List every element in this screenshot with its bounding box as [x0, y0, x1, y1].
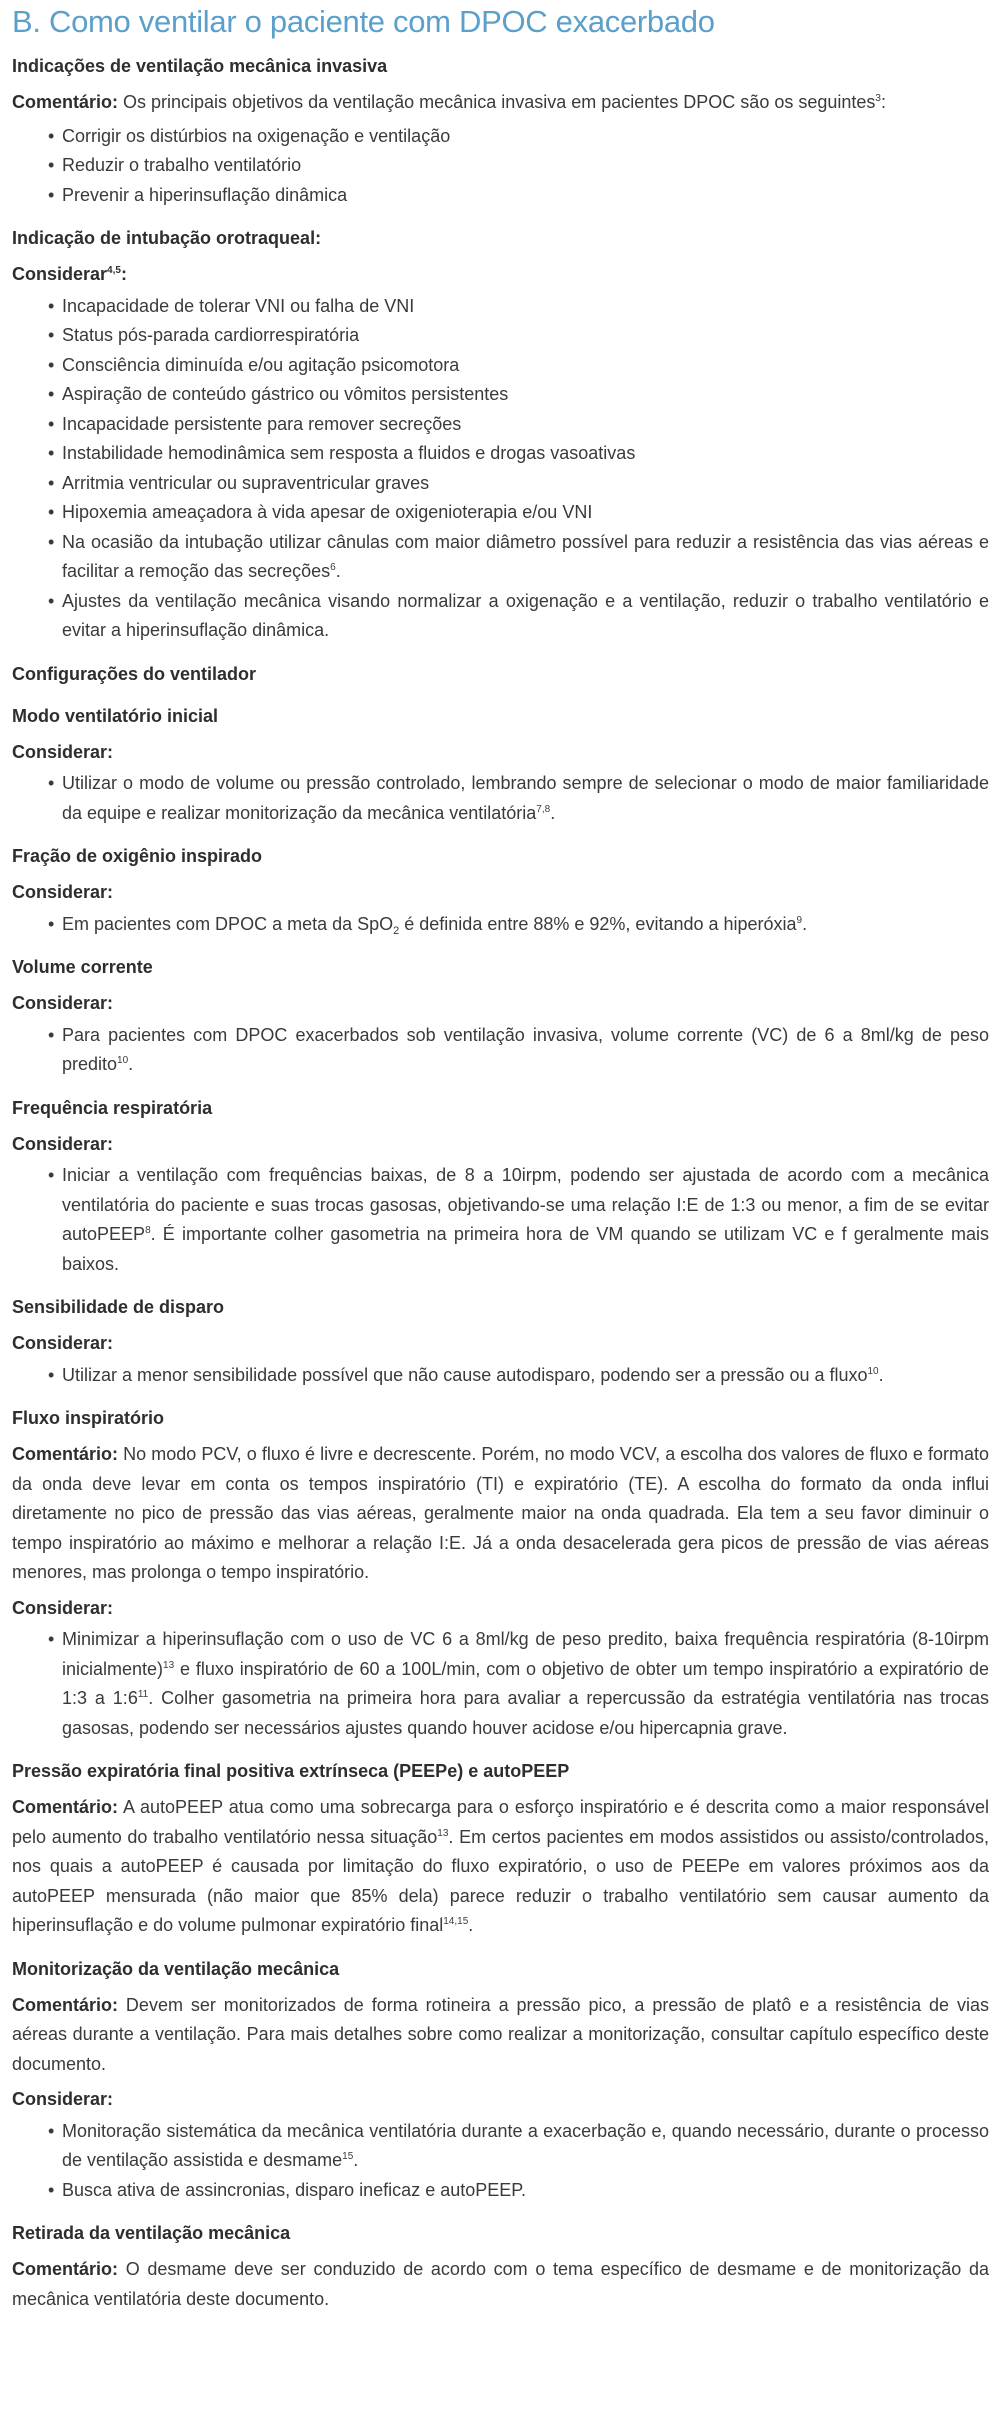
text-segment: Sensibilidade de disparo [12, 1297, 225, 1317]
text-segment: Corrigir os distúrbios na oxigenação e ventilação [62, 125, 451, 146]
text-segment: Frequência respiratória [12, 1097, 213, 1118]
text-segment: Hipoxemia ameaçadora à vida apesar de oxigenioterapia e/ou VNI [62, 502, 593, 522]
text-segment: Status pós-parada cardiorrespiratória [62, 325, 360, 345]
text-segment: . Colher gasometria na primeira hora para avaliar a repercussão da estratégia ventilatória nas trocas gasosas, podendo ser necessários ajustes quando houver acidose e/ou hipercapnia grave. [62, 1688, 989, 1738]
list-item [62, 122, 989, 152]
list-item [62, 910, 989, 940]
text-segment: . [878, 1364, 884, 1385]
text-segment: Arritmia ventricular ou supraventricular graves [62, 472, 430, 493]
reference-superscript: 13 [437, 1827, 449, 1839]
bold-label: Comentário: [12, 1994, 119, 2015]
section-title: B. Como ventilar o paciente com DPOC exacerbado [12, 4, 715, 39]
list-item [62, 2176, 989, 2206]
text-segment: Ajustes da ventilação mecânica visando normalizar a oxigenação e a ventilação, reduzir o trabalho ventilatório e evitar a hiperinsuflação dinâmica. [62, 590, 989, 640]
consider-label [12, 1329, 989, 1359]
reference-superscript: 9 [796, 914, 803, 926]
list-item [62, 498, 989, 528]
list-item [62, 292, 989, 322]
text-segment: . [550, 802, 556, 823]
reference-superscript: 6 [330, 562, 336, 573]
subsection-heading [12, 224, 989, 252]
subsection-heading [12, 1757, 989, 1785]
text-segment: Fluxo inspiratório [12, 1408, 165, 1428]
reference-superscript: 13 [163, 1659, 175, 1671]
bullet-list [12, 122, 989, 211]
text-segment: Utilizar a menor sensibilidade possível que não cause autodisparo, podendo ser a pressão ou a fluxo [62, 1364, 868, 1385]
list-item [62, 2117, 989, 2176]
reference-superscript: 11 [137, 1689, 149, 1700]
list-item [62, 181, 989, 211]
subsection-heading [12, 953, 989, 981]
bold-label: Comentário: [12, 1797, 119, 1817]
list-item [62, 410, 989, 440]
subsection-heading [12, 2219, 989, 2247]
list-item [62, 151, 989, 181]
text-segment: Para pacientes com DPOC exacerbados sob ventilação invasiva, volume corrente (VC) de 6 a 8ml/kg de peso predito [62, 1024, 989, 1074]
text-segment: Aspiração de conteúdo gástrico ou vômitos persistentes [62, 384, 509, 404]
list-item [62, 1625, 989, 1743]
text-segment: Em pacientes com DPOC a meta da SpO [62, 913, 394, 934]
bullet-list [12, 1021, 989, 1080]
text-segment: Monitorização da ventilação mecânica [12, 1958, 340, 1979]
comment-paragraph [12, 88, 989, 118]
comment-paragraph [12, 1440, 989, 1588]
reference-superscript: 15 [342, 2151, 354, 2162]
comment-paragraph [12, 2255, 989, 2314]
comment-paragraph [12, 1991, 989, 2080]
document [0, 2, 1003, 2314]
bullet-list [12, 1361, 989, 1391]
bullet-list [12, 1625, 989, 1743]
text-segment: Indicação de intubação orotraqueal: [12, 228, 322, 248]
list-item [62, 351, 989, 381]
subsection-heading [12, 1404, 989, 1432]
text-segment: Considerar: [12, 2089, 114, 2109]
reference-superscript: 7,8 [536, 803, 551, 815]
consider-label [12, 1130, 989, 1160]
reference-superscript: 10 [867, 1365, 879, 1377]
text-segment: . [468, 1915, 474, 1935]
subsection-heading [12, 660, 989, 688]
subsection-heading [12, 1094, 989, 1122]
text-segment: No modo PCV, o fluxo é livre e decrescente. Porém, no modo VCV, a escolha dos valores de fluxo e formato da onda deve levar em conta os tempos inspiratório (TI) e expiratório (TE). A escolha do formato da onda influi diretamente no pico de pressão das vias aéreas, geralmente maior na onda quadrada. Ela tem a seu favor diminuir o tempo inspiratório ao máximo e melhorar a relação I:E. Já a onda desacelerada gera picos de pressão de vias aéreas menores, mas prolonga o tempo inspiratório. [12, 1444, 989, 1582]
list-item [62, 439, 989, 469]
text-segment: Considerar: [12, 993, 114, 1013]
text-segment: A autoPEEP atua como uma sobrecarga para o esforço inspiratório e é descrita como a maior responsável pelo aumento do trabalho ventilatório nessa situação [12, 1797, 989, 1847]
bullet-list [12, 910, 989, 940]
consider-label [12, 989, 989, 1019]
text-segment: Consciência diminuída e/ou agitação psicomotora [62, 354, 460, 375]
bold-label: Comentário: [12, 2259, 119, 2279]
text-segment: Considerar: [12, 1333, 114, 1353]
text-segment: Iniciar a ventilação com frequências baixas, de 8 a 10irpm, podendo ser ajustada de acordo com a mecânica ventilatória do paciente e suas trocas gasosas, objetivando-se uma relação I:E de 1:3 ou menor, a fim de se evitar autoPEEP [62, 1165, 989, 1244]
text-segment: Retirada da ventilação mecânica [12, 2223, 291, 2243]
text-segment: Os principais objetivos da ventilação mecânica invasiva em pacientes DPOC são os seguintes [118, 92, 876, 112]
subscript: 2 [393, 924, 400, 937]
consider-label [12, 1594, 989, 1624]
reference-superscript: 3 [875, 93, 881, 104]
text-segment: Modo ventilatório inicial [12, 705, 219, 726]
text-segment: Monitoração sistemática da mecânica ventilatória durante a exacerbação e, quando necessário, durante o processo de ventilação assistida e desmame [62, 2120, 989, 2170]
text-segment: Pressão expiratória final positiva extrínseca (PEEPe) e autoPEEP [12, 1761, 570, 1781]
text-segment: Prevenir a hiperinsuflação dinâmica [62, 184, 348, 205]
text-segment: Configurações do ventilador [12, 663, 257, 684]
text-segment: Indicações de ventilação mecânica invasiva [12, 56, 388, 76]
section-body [12, 52, 989, 2314]
list-item [62, 1361, 989, 1391]
text-segment: e fluxo inspiratório de 60 a 100L/min, com o objetivo de obter um tempo inspiratório a expiratório de 1:3 a 1:6 [62, 1658, 989, 1708]
text-segment: Minimizar a hiperinsuflação com o uso de VC 6 a 8ml/kg de peso predito, baixa frequência respiratória (8-10irpm inicialmente) [62, 1629, 989, 1679]
reference-superscript: 10 [117, 1055, 129, 1066]
list-item [62, 380, 989, 410]
bullet-list [12, 292, 989, 646]
comment-paragraph [12, 1793, 989, 1941]
reference-superscript: 4,5 [107, 265, 121, 276]
consider-label [12, 260, 989, 290]
list-item [62, 1161, 989, 1279]
text-segment: é definida entre 88% e 92%, evitando a hiperóxia [399, 913, 797, 934]
text-segment: Considerar [12, 264, 108, 284]
text-segment: O desmame deve ser conduzido de acordo com o tema específico de desmame e de monitorização da mecânica ventilatória deste documento. [12, 2259, 989, 2309]
text-segment: Utilizar o modo de volume ou pressão controlado, lembrando sempre de selecionar o modo de maior familiaridade da equipe e realizar monitorização da mecânica ventilatória [62, 773, 989, 823]
bullet-list [12, 2117, 989, 2206]
text-segment: Considerar: [12, 1597, 114, 1618]
text-segment: : [120, 264, 127, 284]
consider-label [12, 878, 989, 908]
text-segment: Considerar: [12, 882, 114, 902]
text-segment: . É importante colher gasometria na primeira hora de VM quando se utilizam VC e f geralmente mais baixos. [62, 1224, 989, 1274]
bullet-list [12, 769, 989, 828]
text-segment: Reduzir o trabalho ventilatório [62, 155, 302, 175]
list-item [62, 1021, 989, 1080]
list-item [62, 469, 989, 499]
bold-label: Comentário: [12, 1444, 119, 1464]
bullet-list [12, 1161, 989, 1279]
text-segment: . [335, 561, 341, 581]
subsection-heading [12, 52, 989, 80]
text-segment: Instabilidade hemodinâmica sem resposta a fluidos e drogas vasoativas [62, 443, 636, 463]
text-segment: Incapacidade persistente para remover secreções [62, 413, 462, 434]
text-segment: : [880, 92, 886, 112]
text-segment: Na ocasião da intubação utilizar cânulas com maior diâmetro possível para reduzir a resistência das vias aéreas e facilitar a remoção das secreções [62, 531, 989, 581]
list-item [62, 321, 989, 351]
list-item [62, 587, 989, 646]
text-segment: . Em certos pacientes em modos assistidos ou assisto/controlados, nos quais a autoPEEP é causada por limitação do fluxo expiratório, o uso de PEEPe em valores próximos aos da autoPEEP mensurada (não maior que 85% dela) parece reduzir o trabalho ventilatório sem causar aumento da hiperinsuflação e do volume pulmonar expiratório final [12, 1826, 990, 1935]
subsection-heading [12, 1955, 989, 1983]
reference-superscript: 14,15 [443, 1916, 469, 1927]
text-segment: Fração de oxigênio inspirado [12, 846, 263, 866]
text-segment: . [353, 2150, 359, 2170]
text-segment: Busca ativa de assincronias, disparo ineficaz e autoPEEP. [62, 2179, 526, 2200]
text-segment: Devem ser monitorizados de forma rotineira a pressão pico, a pressão de platô e a resistência de vias aéreas durante a ventilação. Para mais detalhes sobre como realizar a monitorização, consultar capítulo específico deste documento. [12, 1994, 989, 2074]
subsection-heading [12, 702, 989, 730]
text-segment: . [128, 1054, 134, 1074]
text-segment: Considerar: [12, 741, 114, 762]
consider-label [12, 738, 989, 768]
reference-superscript: 8 [145, 1225, 151, 1236]
subsection-heading [12, 1293, 989, 1321]
subsection-heading [12, 842, 989, 870]
text-segment: . [802, 913, 808, 934]
consider-label [12, 2085, 989, 2115]
text-segment: Considerar: [12, 1133, 114, 1154]
text-segment: Volume corrente [12, 957, 153, 977]
list-item [62, 528, 989, 587]
list-item [62, 769, 989, 828]
bold-label: Comentário: [12, 92, 119, 112]
text-segment: Incapacidade de tolerar VNI ou falha de VNI [62, 295, 415, 316]
